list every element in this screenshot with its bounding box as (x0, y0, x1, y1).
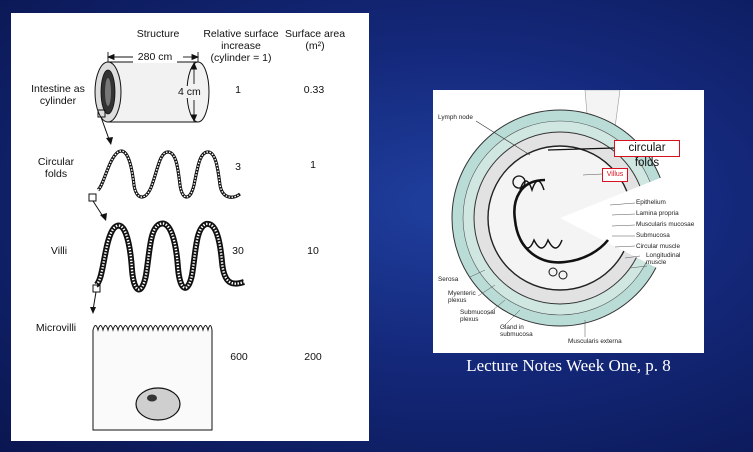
label-serosa: Serosa (438, 276, 459, 283)
row-label-cylinder: Intestine as cylinder (31, 83, 85, 107)
label-muscularis-externa: Muscularis externa (568, 338, 622, 345)
diameter-label: 4 cm (178, 86, 201, 98)
label-lamina-propria: Lamina propria (636, 210, 679, 217)
length-label: 280 cm (133, 51, 177, 63)
area-folds: 1 (310, 159, 316, 171)
area-microvilli: 200 (304, 351, 322, 363)
label-submucosa: Submucosa (636, 232, 670, 239)
header-structure: Structure (136, 28, 180, 40)
relative-cylinder: 1 (235, 84, 241, 96)
label-longitudinal-muscle: Longitudinal muscle (646, 252, 681, 266)
label-muscularis-mucosae: Muscularis mucosae (636, 221, 695, 228)
area-cylinder: 0.33 (303, 84, 325, 96)
header-surface-area: Surface area (m²) (284, 28, 346, 52)
relative-folds: 3 (235, 161, 241, 173)
callout-villus: Villus (602, 168, 628, 182)
label-epithelium: Epithelium (636, 199, 666, 206)
label-gland-in-submucosa: Gland in submucosa (500, 324, 533, 338)
label-lymph-node: Lymph node (438, 114, 473, 121)
callout-circular-folds: circular folds (614, 140, 680, 157)
slide-caption: Lecture Notes Week One, p. 8 (466, 356, 671, 375)
label-circular-muscle: Circular muscle (636, 243, 681, 250)
row-label-villi: Villi (50, 245, 68, 257)
area-villi: 10 (307, 245, 319, 257)
row-label-microvilli: Microvilli (35, 322, 77, 334)
label-myenteric-plexus: Myenteric plexus (448, 290, 476, 304)
row-label-folds: Circular folds (37, 156, 75, 180)
header-relative-increase: Relative surface increase (cylinder = 1) (203, 28, 279, 64)
label-submucosal-plexus: Submucosal plexus (460, 309, 496, 323)
relative-microvilli: 600 (230, 351, 248, 363)
relative-villi: 30 (232, 245, 244, 257)
